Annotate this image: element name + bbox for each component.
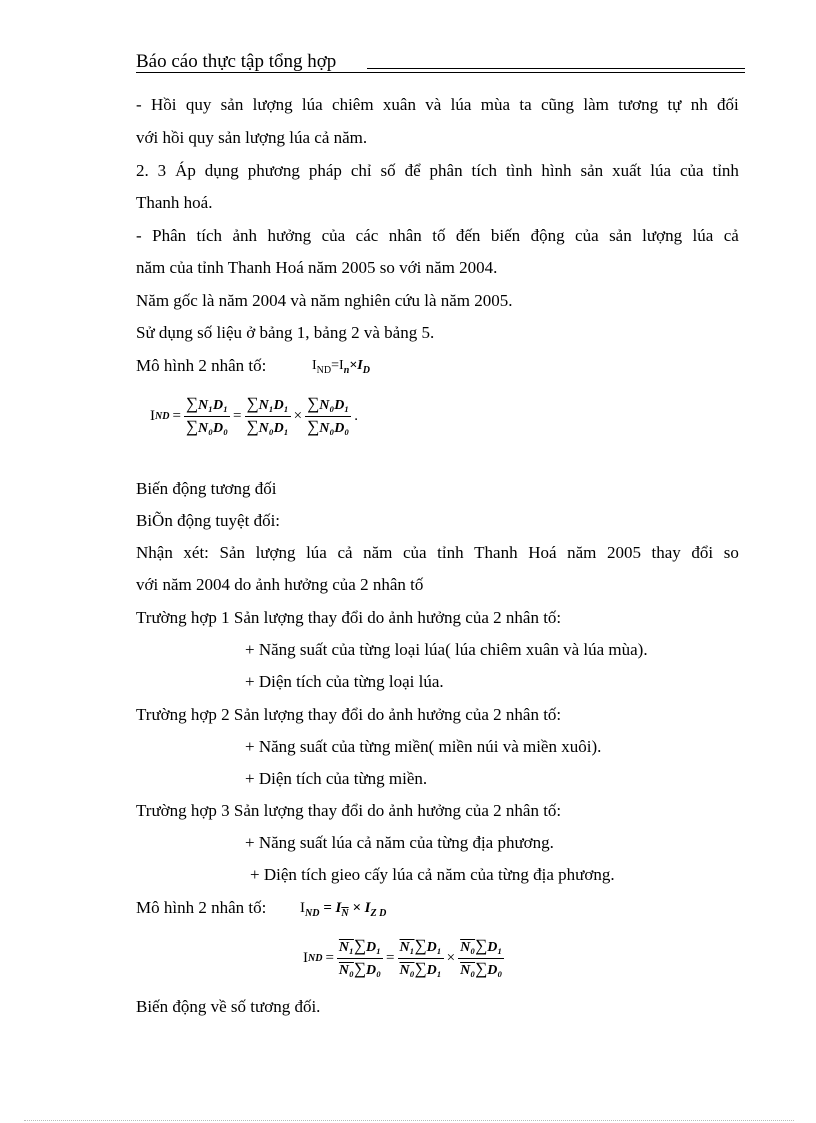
header-rule-bottom: [136, 72, 745, 73]
symbol-I: I: [300, 900, 305, 916]
mean-N0: N₀: [399, 962, 415, 978]
word: năm: [363, 543, 393, 562]
model-1-formula: [312, 358, 370, 376]
symbol-I: I: [339, 358, 344, 373]
D1: D₁: [366, 939, 382, 955]
word: tích: [196, 226, 223, 245]
word: xét:: [183, 543, 209, 562]
fraction-1-denominator: N₀D₀: [198, 420, 229, 436]
word: Áp: [175, 161, 196, 180]
case-3-item-b: + Diện tích gieo cấy lúa cả năm của từng địa phương.: [250, 865, 615, 884]
word: dụng: [204, 161, 239, 180]
paragraph-6: Biến động tương đối: [136, 479, 277, 498]
case-2-item-b: + Diện tích của từng miền.: [245, 769, 428, 788]
paragraph-8-line-2: với năm 2004 do ảnh hưởng của 2 nhân tố: [136, 575, 424, 594]
word: lượng: [252, 95, 293, 114]
word: cả: [723, 226, 739, 245]
word: số: [380, 161, 396, 180]
sum-symbol: ∑: [307, 416, 320, 436]
formula-1-times: ×: [293, 407, 303, 424]
word: lúa: [306, 543, 327, 562]
mean-N0: N₀: [338, 962, 354, 978]
word: và: [425, 95, 442, 114]
paragraph-5: Sử dụng số liệu ở bảng 1, bảng 2 và bảng 5.: [136, 323, 435, 342]
word: chỉ: [350, 161, 372, 180]
symbol-I: I: [364, 900, 371, 916]
word: ảnh: [232, 226, 258, 245]
symbol-eq: =: [323, 900, 332, 916]
symbol-I: I: [357, 358, 363, 373]
word: lượng: [255, 543, 296, 562]
sum-symbol: ∑: [353, 958, 367, 978]
word: biến: [490, 226, 521, 245]
formula-1-eq-2: =: [233, 407, 242, 424]
word: quy: [185, 95, 212, 114]
subscript-n: n: [343, 364, 350, 376]
word: lúa: [301, 95, 323, 114]
D0: D₀: [487, 962, 503, 978]
word: lúa: [450, 95, 472, 114]
word: cả: [337, 543, 353, 562]
symbol-I: I: [312, 358, 317, 373]
word: của: [321, 226, 346, 245]
word: sản: [220, 95, 244, 114]
formula-2-sub: ND: [308, 952, 323, 964]
word: các: [355, 226, 379, 245]
mean-N0: N₀: [460, 939, 476, 955]
subscript-N-bar: N: [341, 908, 349, 919]
mean-N1: N₁: [399, 939, 415, 955]
paragraph-4: Năm gốc là năm 2004 và năm nghiên cứu là năm 2005.: [136, 291, 513, 310]
formula-2-times: ×: [446, 949, 456, 966]
formula-1-period: .: [354, 407, 358, 424]
word: sản: [580, 161, 604, 180]
word: Hoá: [528, 543, 557, 562]
D0: D₀: [366, 962, 382, 978]
model-2-formula: [300, 900, 386, 919]
word: phân: [429, 161, 463, 180]
subscript-D: D: [362, 364, 370, 376]
page-footer-border: [24, 1120, 794, 1121]
word: đổi: [691, 543, 714, 562]
word: nh: [690, 95, 708, 114]
word: Thanh: [474, 543, 518, 562]
word: của: [679, 161, 704, 180]
word: chiêm: [332, 95, 374, 114]
formula-1-I: I: [150, 407, 155, 424]
word: lúa: [692, 226, 714, 245]
paragraph-3-line-2: năm của tỉnh Thanh Hoá năm 2005 so với năm 2004.: [136, 258, 498, 277]
word: tích: [471, 161, 498, 180]
word: năm: [567, 543, 597, 562]
word: hình: [541, 161, 572, 180]
model-1-label: Mô hình 2 nhân tố:: [136, 356, 267, 375]
word: đối: [717, 95, 739, 114]
word: nhân: [388, 226, 422, 245]
word: để: [404, 161, 421, 180]
paragraph-2-line-1: [136, 161, 739, 181]
word: 2.: [136, 161, 149, 180]
word: của: [402, 543, 427, 562]
D1: D₁: [487, 939, 503, 955]
case-3-item-a: + Năng suất lúa cả năm của từng địa phương.: [245, 833, 554, 852]
sum-symbol: ∑: [414, 958, 427, 978]
word: phương: [247, 161, 300, 180]
sum-symbol: ∑: [475, 935, 488, 955]
formula-index-nd-average: [303, 932, 504, 984]
sum-symbol: ∑: [185, 393, 199, 413]
subscript-ZD: Z D: [370, 908, 387, 919]
word: Sản: [219, 543, 245, 562]
word: của: [575, 226, 599, 245]
word: 3: [157, 161, 167, 180]
fraction-3-denominator: N₀D₀: [319, 420, 350, 436]
word: sản: [609, 226, 632, 245]
fraction-1: [184, 395, 230, 438]
mean-N1: N₁: [338, 939, 354, 955]
word: hưởng: [267, 226, 312, 245]
word: -: [136, 95, 142, 114]
fraction-6: [458, 937, 504, 980]
page-header-title: Báo cáo thực tập tổng hợp: [136, 51, 337, 72]
word: mùa: [480, 95, 511, 114]
fraction-2-denominator: N₀D₁: [258, 420, 289, 436]
fraction-1-numerator: N₁D₁: [198, 397, 229, 413]
sum-symbol: ∑: [307, 393, 320, 413]
paragraph-9: Biến động về số tương đối.: [136, 997, 321, 1016]
word: Hồi: [151, 95, 177, 114]
word: lượng: [642, 226, 683, 245]
D1: D₁: [426, 939, 442, 955]
paragraph-1-line-2: với hồi quy sản lượng lúa cả năm.: [136, 128, 368, 147]
formula-1-sub: ND: [155, 410, 170, 422]
word: 2005: [606, 543, 641, 562]
word: tương: [618, 95, 659, 114]
case-2-item-a: + Năng suất của từng miền( miền núi và miền xuôi).: [245, 737, 602, 756]
word: xuất: [612, 161, 642, 180]
word: cũng: [540, 95, 575, 114]
formula-1-eq-1: =: [172, 407, 181, 424]
case-1-item-b: + Diện tích của từng loại lúa.: [245, 672, 444, 691]
fraction-2: [245, 395, 291, 438]
subscript-ND: ND: [305, 908, 320, 919]
word: -: [136, 226, 142, 245]
case-1-heading: Trường hợp 1 Sản lượng thay đổi do ảnh hưởng của 2 nhân tố:: [136, 608, 562, 627]
sum-symbol: ∑: [246, 416, 259, 436]
sum-symbol: ∑: [475, 958, 488, 978]
fraction-3-numerator: N₀D₁: [319, 397, 350, 413]
symbol-I: I: [335, 900, 342, 916]
subscript-ND: ND: [316, 364, 332, 376]
fraction-2-numerator: N₁D₁: [258, 397, 289, 413]
word: pháp: [308, 161, 342, 180]
sum-symbol: ∑: [185, 416, 199, 436]
header-rule-top: [367, 68, 745, 69]
case-3-heading: Trường hợp 3 Sản lượng thay đổi do ảnh hưởng của 2 nhân tố:: [136, 801, 562, 820]
paragraph-2-line-2: Thanh hoá.: [136, 193, 213, 212]
word: tự: [667, 95, 682, 114]
sum-symbol: ∑: [353, 935, 367, 955]
word: động: [530, 226, 565, 245]
paragraph-7: BiÕn động tuyệt đối:: [136, 511, 281, 530]
word: lúa: [650, 161, 672, 180]
formula-2-eq-1: =: [325, 949, 334, 966]
word: Phân: [152, 226, 187, 245]
word: xuân: [382, 95, 416, 114]
word: tố: [432, 226, 446, 245]
case-2-heading: Trường hợp 2 Sản lượng thay đổi do ảnh hưởng của 2 nhân tố:: [136, 705, 562, 724]
word: ta: [519, 95, 532, 114]
word: đến: [455, 226, 481, 245]
model-2-label: Mô hình 2 nhân tố:: [136, 898, 267, 917]
formula-2-I: I: [303, 949, 308, 966]
mean-N0: N₀: [460, 962, 476, 978]
formula-index-nd: [150, 392, 358, 440]
symbol-times: ×: [352, 900, 361, 916]
word: tỉnh: [712, 161, 739, 180]
word: tỉnh: [437, 543, 464, 562]
fraction-4: [337, 937, 383, 980]
sum-symbol: ∑: [246, 393, 259, 413]
fraction-3: [305, 395, 351, 438]
formula-2-eq-2: =: [386, 949, 395, 966]
word: Nhận: [136, 543, 173, 562]
word: thay: [651, 543, 681, 562]
paragraph-8-line-1: [136, 543, 739, 563]
word: so: [723, 543, 739, 562]
sum-symbol: ∑: [414, 935, 427, 955]
fraction-5: [398, 937, 444, 980]
word: làm: [583, 95, 609, 114]
symbol-times: ×: [349, 358, 358, 373]
symbol-eq: =: [331, 358, 340, 373]
case-1-item-a: + Năng suất của từng loại lúa( lúa chiêm xuân và lúa mùa).: [245, 640, 648, 659]
word: tình: [505, 161, 533, 180]
paragraph-3-line-1: [136, 226, 739, 246]
D1: D₁: [426, 962, 442, 978]
paragraph-1-line-1: [136, 95, 739, 115]
